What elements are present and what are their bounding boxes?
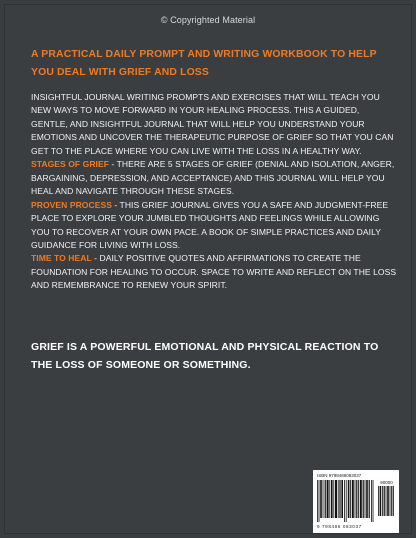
section-heal bbox=[31, 252, 397, 292]
description-body bbox=[31, 91, 397, 293]
barcode-addon bbox=[378, 480, 395, 516]
barcode-bars bbox=[317, 480, 375, 522]
addon-bars bbox=[378, 486, 395, 516]
addon-number: 90000 bbox=[380, 480, 393, 485]
section-text-stages: - THERE ARE 5 STAGES OF GRIEF (DENIAL AND ISOLATION, ANGER, BARGAINING, DEPRESSION, AND ACCEPTANCE) AND THIS JOURNAL WILL HELP YOU HEAL AND NAVIGATE THROUGH THESE STAGES. bbox=[31, 159, 395, 197]
isbn-label: ISBN 9798486083037 bbox=[317, 473, 362, 478]
section-proven bbox=[31, 199, 397, 253]
barcode-box bbox=[313, 470, 399, 533]
cover-frame bbox=[4, 4, 412, 534]
barcode-digits: 9 798486 083037 bbox=[317, 524, 362, 529]
section-text-proven: - THIS GRIEF JOURNAL GIVES YOU A SAFE AND JUDGMENT-FREE PLACE TO EXPLORE YOUR JUMBLED THOUGHTS AND FEELINGS WHILE ALLOWING YOU TO RECOVER AT YOUR OWN PACE. A BOOK OF SIMPLE PRACTICES AND DAILY GUIDANCE FOR LIVING WITH LOSS. bbox=[31, 199, 389, 250]
section-label-proven: PROVEN PROCESS bbox=[31, 199, 112, 210]
closing-statement: GRIEF IS A POWERFUL EMOTIONAL AND PHYSICAL REACTION TO THE LOSS OF SOMEONE OR SOMETHING. bbox=[31, 341, 379, 371]
section-label-heal: TIME TO HEAL bbox=[31, 253, 92, 264]
intro-paragraph: INSIGHTFUL JOURNAL WRITING PROMPTS AND EXERCISES THAT WILL TEACH YOU NEW WAYS TO MOVE FORWARD IN YOUR HEALING PROCESS. THIS A GUIDED, GENTLE, AND INSIGHTFUL JOURNAL THAT WILL HELP YOU UNDERSTAND YOUR EMOTIONS AND UNCOVER THE THERAPEUTIC PURPOSE OF GRIEF SO THAT YOU CAN GET TO THE PLACE WHERE YOU CAN LIVE WITH THE LOSS IN A HEALTHY WAY. bbox=[31, 92, 394, 156]
section-text-heal: - DAILY POSITIVE QUOTES AND AFFIRMATIONS TO CREATE THE FOUNDATION FOR HEALING TO OCCUR. SPACE TO WRITE AND REFLECT ON THE LOSS AND REMEMBRANCE TO RENEW YOUR SPIRIT. bbox=[31, 253, 397, 291]
section-stages bbox=[31, 158, 397, 198]
barcode-row bbox=[317, 480, 395, 524]
copyright-notice: © Copyrighted Material bbox=[160, 15, 256, 25]
cover-heading: A PRACTICAL DAILY PROMPT AND WRITING WORKBOOK TO HELP YOU DEAL WITH GRIEF AND LOSS bbox=[31, 49, 377, 78]
section-label-stages: STAGES OF GRIEF bbox=[31, 159, 109, 170]
